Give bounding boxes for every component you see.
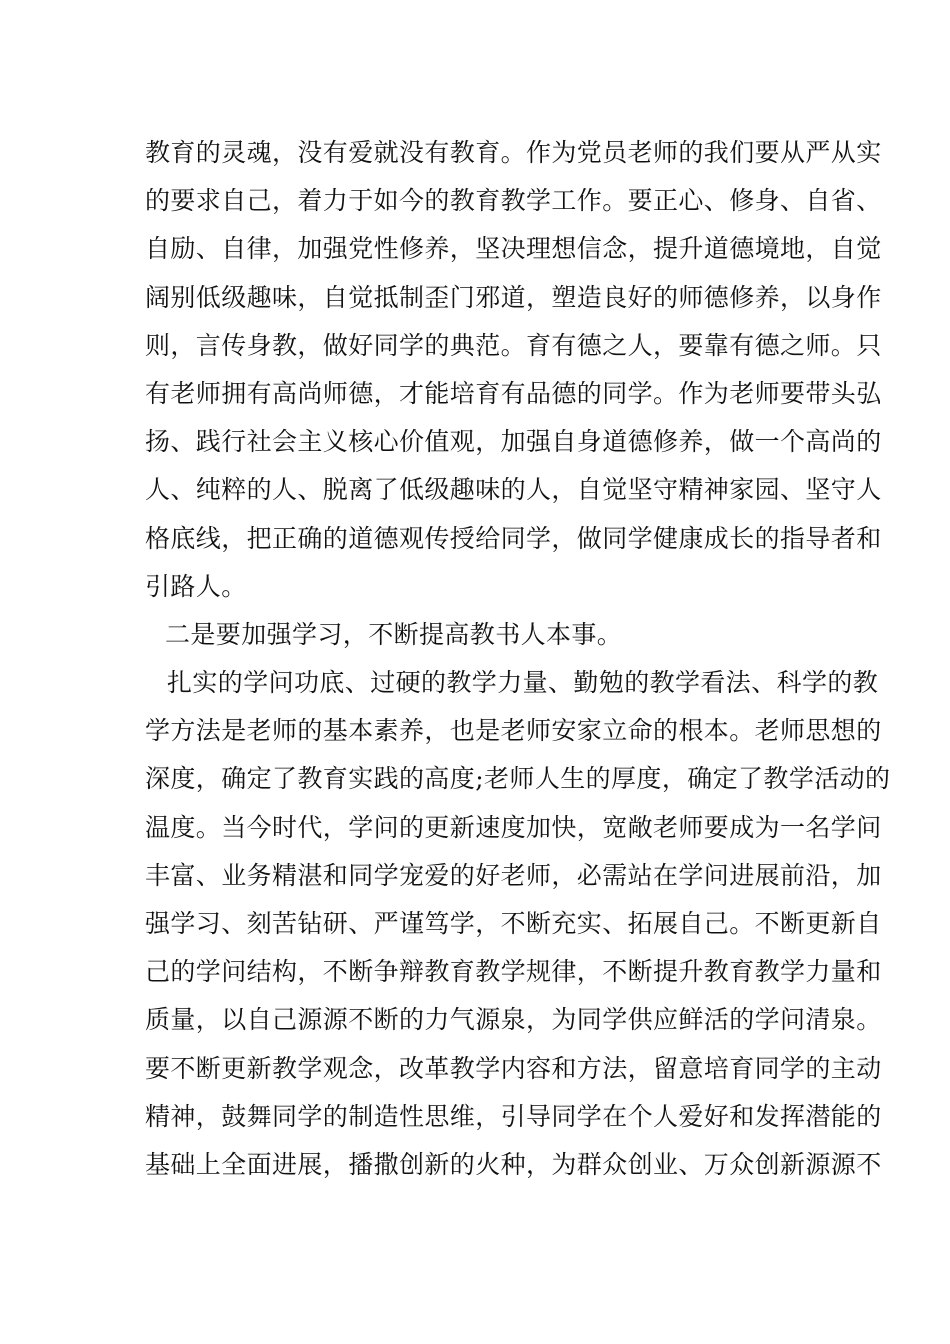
- text-line: 学方法是老师的基本素养，也是老师安家立命的根本。老师思想的: [145, 716, 882, 746]
- text-line: 扎实的学问功底、过硬的教学力量、勤勉的教学看法、科学的教: [167, 668, 879, 698]
- text-line: 人、纯粹的人、脱离了低级趣味的人，自觉坚守精神家园、坚守人: [145, 475, 882, 505]
- text-line: 己的学问结构，不断争辩教育教学规律，不断提升教育教学力量和: [145, 957, 882, 987]
- section-heading: 二是要加强学习，不断提高教书人本事。: [165, 619, 623, 649]
- text-line: 有老师拥有高尚师德，才能培育有品德的同学。作为老师要带头弘: [145, 378, 882, 408]
- text-line: 教育的灵魂，没有爱就没有教育。作为党员老师的我们要从严从实: [145, 138, 882, 167]
- text-line: 的要求自己，着力于如今的教育教学工作。要正心、修身、自省、: [145, 186, 882, 216]
- text-line: 引路人。: [145, 571, 247, 601]
- text-line: 则，言传身教，做好同学的典范。育有德之人，要靠有德之师。只: [145, 330, 882, 360]
- text-line: 基础上全面进展，播撒创新的火种，为群众创业、万众创新源源不: [145, 1149, 882, 1179]
- text-line: 温度。当今时代，学问的更新速度加快，宽敞老师要成为一名学问: [145, 812, 882, 842]
- text-line: 扬、践行社会主义核心价值观，加强自身道德修养，做一个高尚的: [145, 427, 882, 457]
- text-line: 丰富、业务精湛和同学宠爱的好老师，必需站在学问进展前沿，加: [145, 860, 882, 890]
- text-line: 深度，确定了教育实践的高度;老师人生的厚度，确定了教学活动的: [145, 764, 891, 794]
- body-text: [145, 136, 891, 1196]
- text-line: 阔别低级趣味，自觉抵制歪门邪道，塑造良好的师德修养，以身作: [145, 282, 882, 312]
- text-line: 自励、自律，加强党性修养，坚决理想信念，提升道德境地，自觉: [145, 234, 882, 264]
- text-line: 格底线，把正确的道德观传授给同学，做同学健康成长的指导者和: [145, 523, 882, 553]
- text-line: 要不断更新教学观念，改革教学内容和方法，留意培育同学的主动: [145, 1053, 882, 1083]
- text-line: 精神，鼓舞同学的制造性思维，引导同学在个人爱好和发挥潜能的: [145, 1101, 882, 1131]
- text-line: 质量，以自己源源不断的力气源泉，为同学供应鲜活的学问清泉。: [145, 1005, 882, 1035]
- text-line: 强学习、刻苦钻研、严谨笃学，不断充实、拓展自己。不断更新自: [145, 909, 882, 938]
